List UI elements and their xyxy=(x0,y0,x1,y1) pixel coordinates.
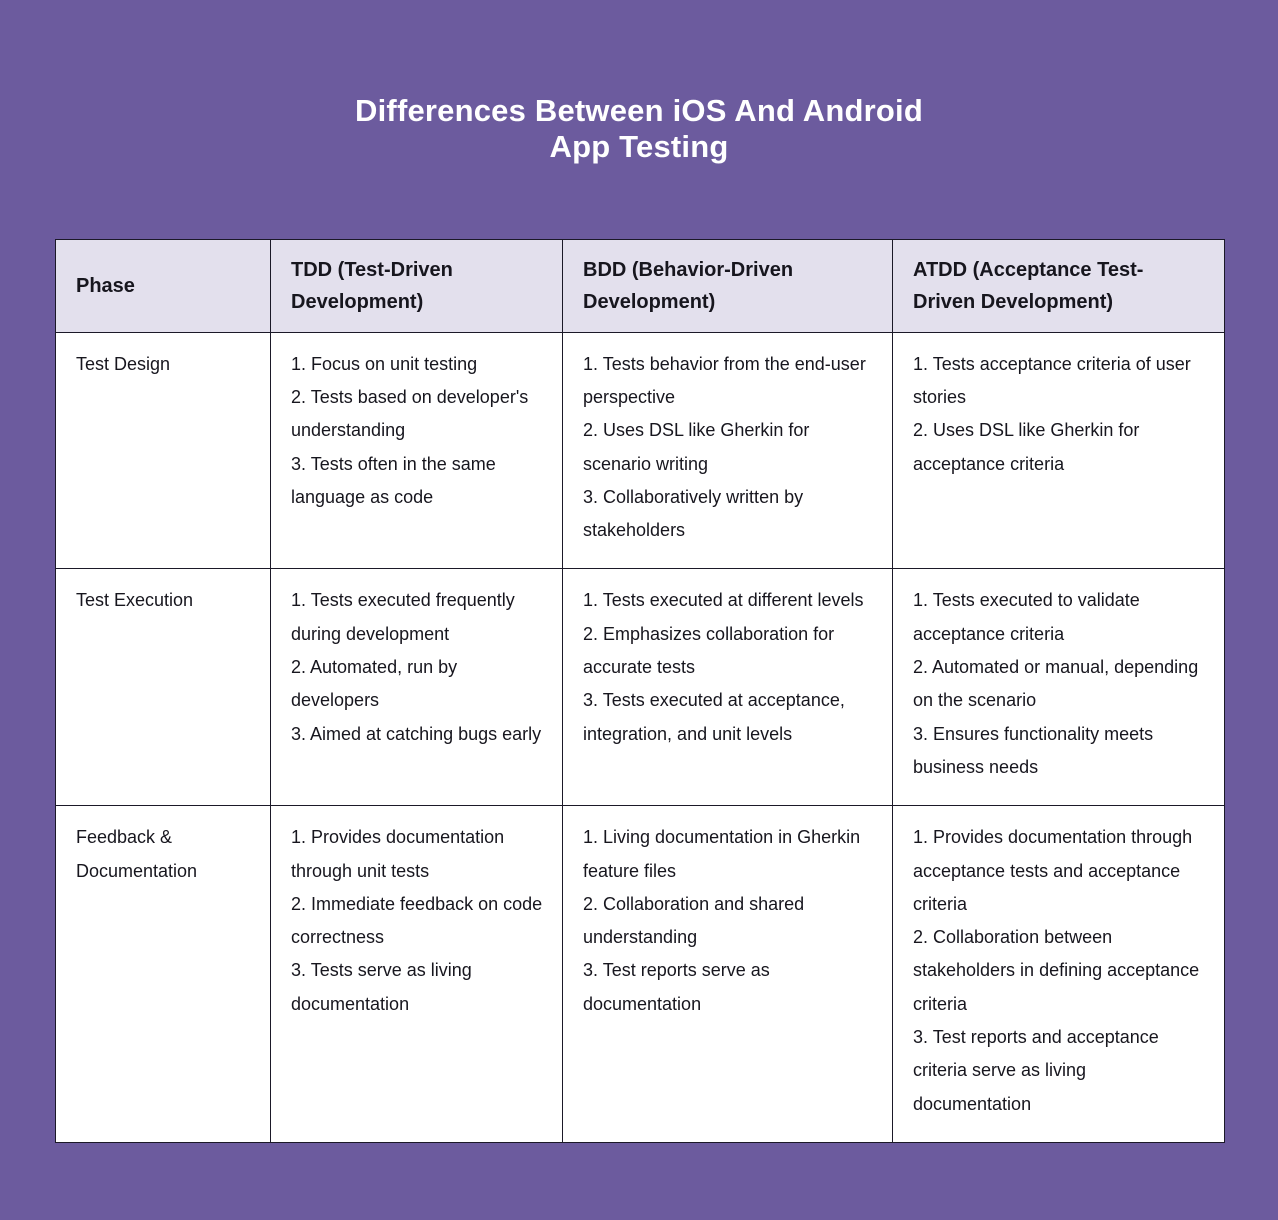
list-item: 1. Tests executed frequently during development xyxy=(291,590,515,644)
list-item: 3. Tests executed at acceptance, integration, and unit levels xyxy=(583,690,845,744)
page-title-line-1: Differences Between iOS And Android xyxy=(355,92,923,128)
list-item: 1. Tests executed at different levels xyxy=(583,590,864,611)
list-item: 3. Test reports serve as documentation xyxy=(583,960,770,1014)
list-item: 1. Provides documentation through acceptance tests and acceptance criteria xyxy=(913,827,1193,914)
phase-cell: Test Execution xyxy=(56,569,271,806)
infographic-page xyxy=(0,21,1278,1220)
atdd-cell xyxy=(893,569,1225,806)
column-header-tdd: TDD (Test-Driven Development) xyxy=(271,239,563,332)
table-header-row xyxy=(56,239,1225,332)
list-item: 2. Automated, run by developers xyxy=(291,657,458,711)
table-row-feedback-documentation xyxy=(56,806,1225,1143)
list-item: 3. Test reports and acceptance criteria serve as living documentation xyxy=(913,1027,1159,1114)
column-header-bdd: BDD (Behavior-Driven Development) xyxy=(563,239,893,332)
bdd-cell xyxy=(563,806,893,1143)
list-item: 2. Automated or manual, depending on the scenario xyxy=(913,657,1199,711)
table-row-test-design xyxy=(56,332,1225,569)
atdd-cell xyxy=(893,806,1225,1143)
list-item: 1. Focus on unit testing xyxy=(291,353,478,374)
list-item: 2. Uses DSL like Gherkin for scenario writing xyxy=(583,420,810,474)
phase-cell: Test Design xyxy=(56,332,271,569)
page-title xyxy=(0,21,1278,165)
tdd-cell xyxy=(271,332,563,569)
list-item: 2. Tests based on developer's understanding xyxy=(291,386,529,441)
list-item: 3. Aimed at catching bugs early xyxy=(291,723,542,744)
tdd-cell xyxy=(271,806,563,1143)
list-item: 2. Collaboration between stakeholders in defining acceptance criteria xyxy=(913,927,1200,1014)
list-item: 3. Collaboratively written by stakeholders xyxy=(583,486,804,541)
list-item: 3. Ensures functionality meets business needs xyxy=(913,723,1154,777)
comparison-table xyxy=(55,239,1225,1143)
list-item: 1. Tests acceptance criteria of user stories xyxy=(913,353,1191,407)
list-item: 2. Immediate feedback on code correctness xyxy=(291,893,543,948)
bdd-cell xyxy=(563,569,893,806)
phase-cell: Feedback & Documentation xyxy=(56,806,271,1143)
table-row-test-execution xyxy=(56,569,1225,806)
bdd-cell xyxy=(563,332,893,569)
list-item: 1. Tests behavior from the end-user perspective xyxy=(583,353,866,407)
column-header-phase: Phase xyxy=(56,239,271,332)
list-item: 1. Provides documentation through unit tests xyxy=(291,827,505,881)
list-item: 3. Tests often in the same language as code xyxy=(291,453,496,507)
page-title-line-2: App Testing xyxy=(549,128,729,164)
tdd-cell xyxy=(271,569,563,806)
list-item: 2. Emphasizes collaboration for accurate tests xyxy=(583,623,835,678)
list-item: 1. Living documentation in Gherkin feature files xyxy=(583,827,861,881)
atdd-cell xyxy=(893,332,1225,569)
list-item: 3. Tests serve as living documentation xyxy=(291,960,472,1014)
column-header-atdd: ATDD (Acceptance Test-Driven Development) xyxy=(893,239,1225,332)
list-item: 2. Collaboration and shared understanding xyxy=(583,893,805,948)
list-item: 2. Uses DSL like Gherkin for acceptance criteria xyxy=(913,420,1140,474)
list-item: 1. Tests executed to validate acceptance criteria xyxy=(913,590,1140,644)
